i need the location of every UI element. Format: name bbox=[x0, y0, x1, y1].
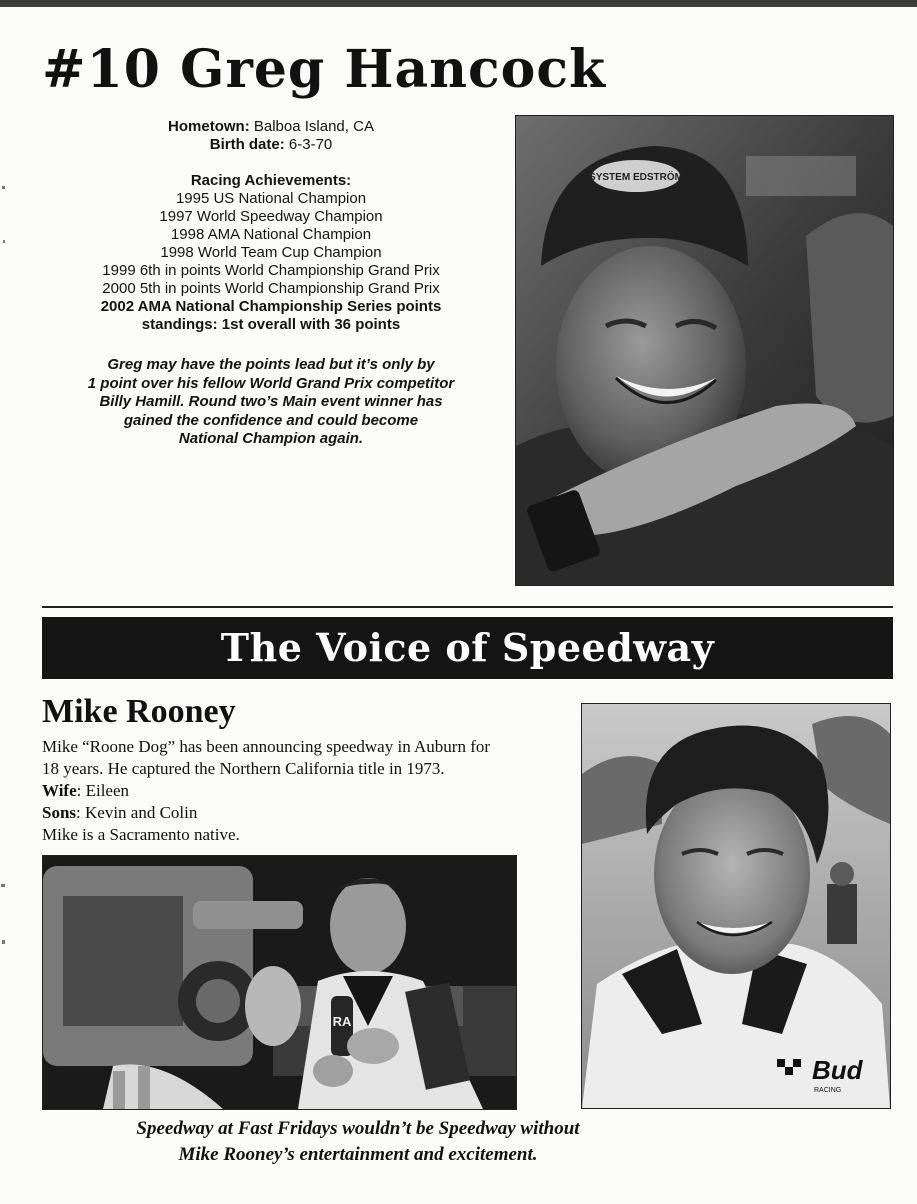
announcer-camera-photo-art bbox=[43, 856, 516, 1109]
quote-line: Greg may have the points lead but it’s only by bbox=[107, 356, 435, 373]
rider-quote bbox=[60, 356, 482, 449]
hometown-line bbox=[60, 118, 482, 136]
quote-line: 1 point over his fellow World Grand Prix competitor bbox=[87, 374, 455, 392]
scan-speck bbox=[3, 240, 5, 243]
sons-line bbox=[42, 802, 542, 824]
scan-speck bbox=[2, 940, 5, 944]
hancock-photo bbox=[515, 115, 894, 586]
wife-label: Wife bbox=[42, 781, 77, 800]
achievement-item: 1997 World Speedway Champion bbox=[159, 208, 383, 225]
wife-line bbox=[42, 780, 542, 802]
sons-label: Sons bbox=[42, 803, 77, 822]
achievement-item: 1998 World Team Cup Champion bbox=[160, 244, 382, 261]
announcer-camera-photo bbox=[42, 855, 517, 1110]
achievements-heading: Racing Achievements: bbox=[190, 172, 352, 189]
bio-spacer bbox=[60, 154, 482, 172]
mic-flag-text: RA bbox=[332, 1014, 352, 1029]
section-banner: The Voice of Speedway bbox=[42, 617, 893, 679]
birth-date-line bbox=[60, 136, 482, 154]
announcer-name: Mike Rooney bbox=[42, 693, 236, 730]
achievement-highlight: standings: 1st overall with 36 points bbox=[141, 316, 401, 333]
achievement-item: 1998 AMA National Champion bbox=[170, 226, 372, 243]
achievement-item: 1999 6th in points World Championship Grand Prix bbox=[102, 262, 440, 279]
shirt-logo-text: Bud bbox=[812, 1055, 863, 1085]
announcer-portrait-photo-art bbox=[582, 704, 890, 1108]
quote-line: Billy Hamill. Round two’s Main event winner has bbox=[99, 393, 443, 410]
birth-date-value: 6-3-70 bbox=[288, 136, 333, 153]
cap-logo-text: SYSTEM EDSTRÖM bbox=[589, 172, 683, 183]
sons-value: : Kevin and Colin bbox=[76, 803, 198, 822]
scan-speck bbox=[2, 186, 5, 189]
native-line: Mike is a Sacramento native. bbox=[42, 825, 240, 844]
achievement-highlight: 2002 AMA National Championship Series points bbox=[100, 298, 442, 315]
hometown-label: Hometown: bbox=[168, 118, 250, 135]
announcer-bio-line: Mike “Roone Dog” has been announcing speedway in Auburn for bbox=[42, 737, 491, 756]
quote-line: National Champion again. bbox=[178, 430, 364, 447]
section-divider bbox=[42, 606, 893, 608]
caption-line: Speedway at Fast Fridays wouldn’t be Speedway without bbox=[136, 1118, 580, 1139]
birth-date-label: Birth date: bbox=[209, 136, 285, 153]
quote-line: gained the confidence and could become bbox=[123, 411, 419, 429]
rider-bio bbox=[60, 118, 482, 334]
page-top-edge bbox=[0, 0, 917, 7]
page-title: #10 Greg Hancock bbox=[42, 39, 607, 100]
shirt-logo-subtext: RACING bbox=[814, 1087, 842, 1094]
photo-caption bbox=[42, 1116, 674, 1168]
caption-line: Mike Rooney’s entertainment and excitement. bbox=[178, 1144, 538, 1165]
scan-speck bbox=[1, 884, 5, 887]
announcer-bio-line: 18 years. He captured the Northern California title in 1973. bbox=[42, 759, 445, 778]
hancock-photo-art bbox=[516, 116, 893, 585]
hometown-value: Balboa Island, CA bbox=[253, 118, 374, 135]
achievement-item: 2000 5th in points World Championship Grand Prix bbox=[102, 280, 440, 297]
achievement-item: 1995 US National Champion bbox=[175, 190, 367, 207]
announcer-portrait-photo bbox=[581, 703, 891, 1109]
announcer-bio bbox=[42, 736, 542, 846]
wife-value: : Eileen bbox=[76, 781, 130, 800]
